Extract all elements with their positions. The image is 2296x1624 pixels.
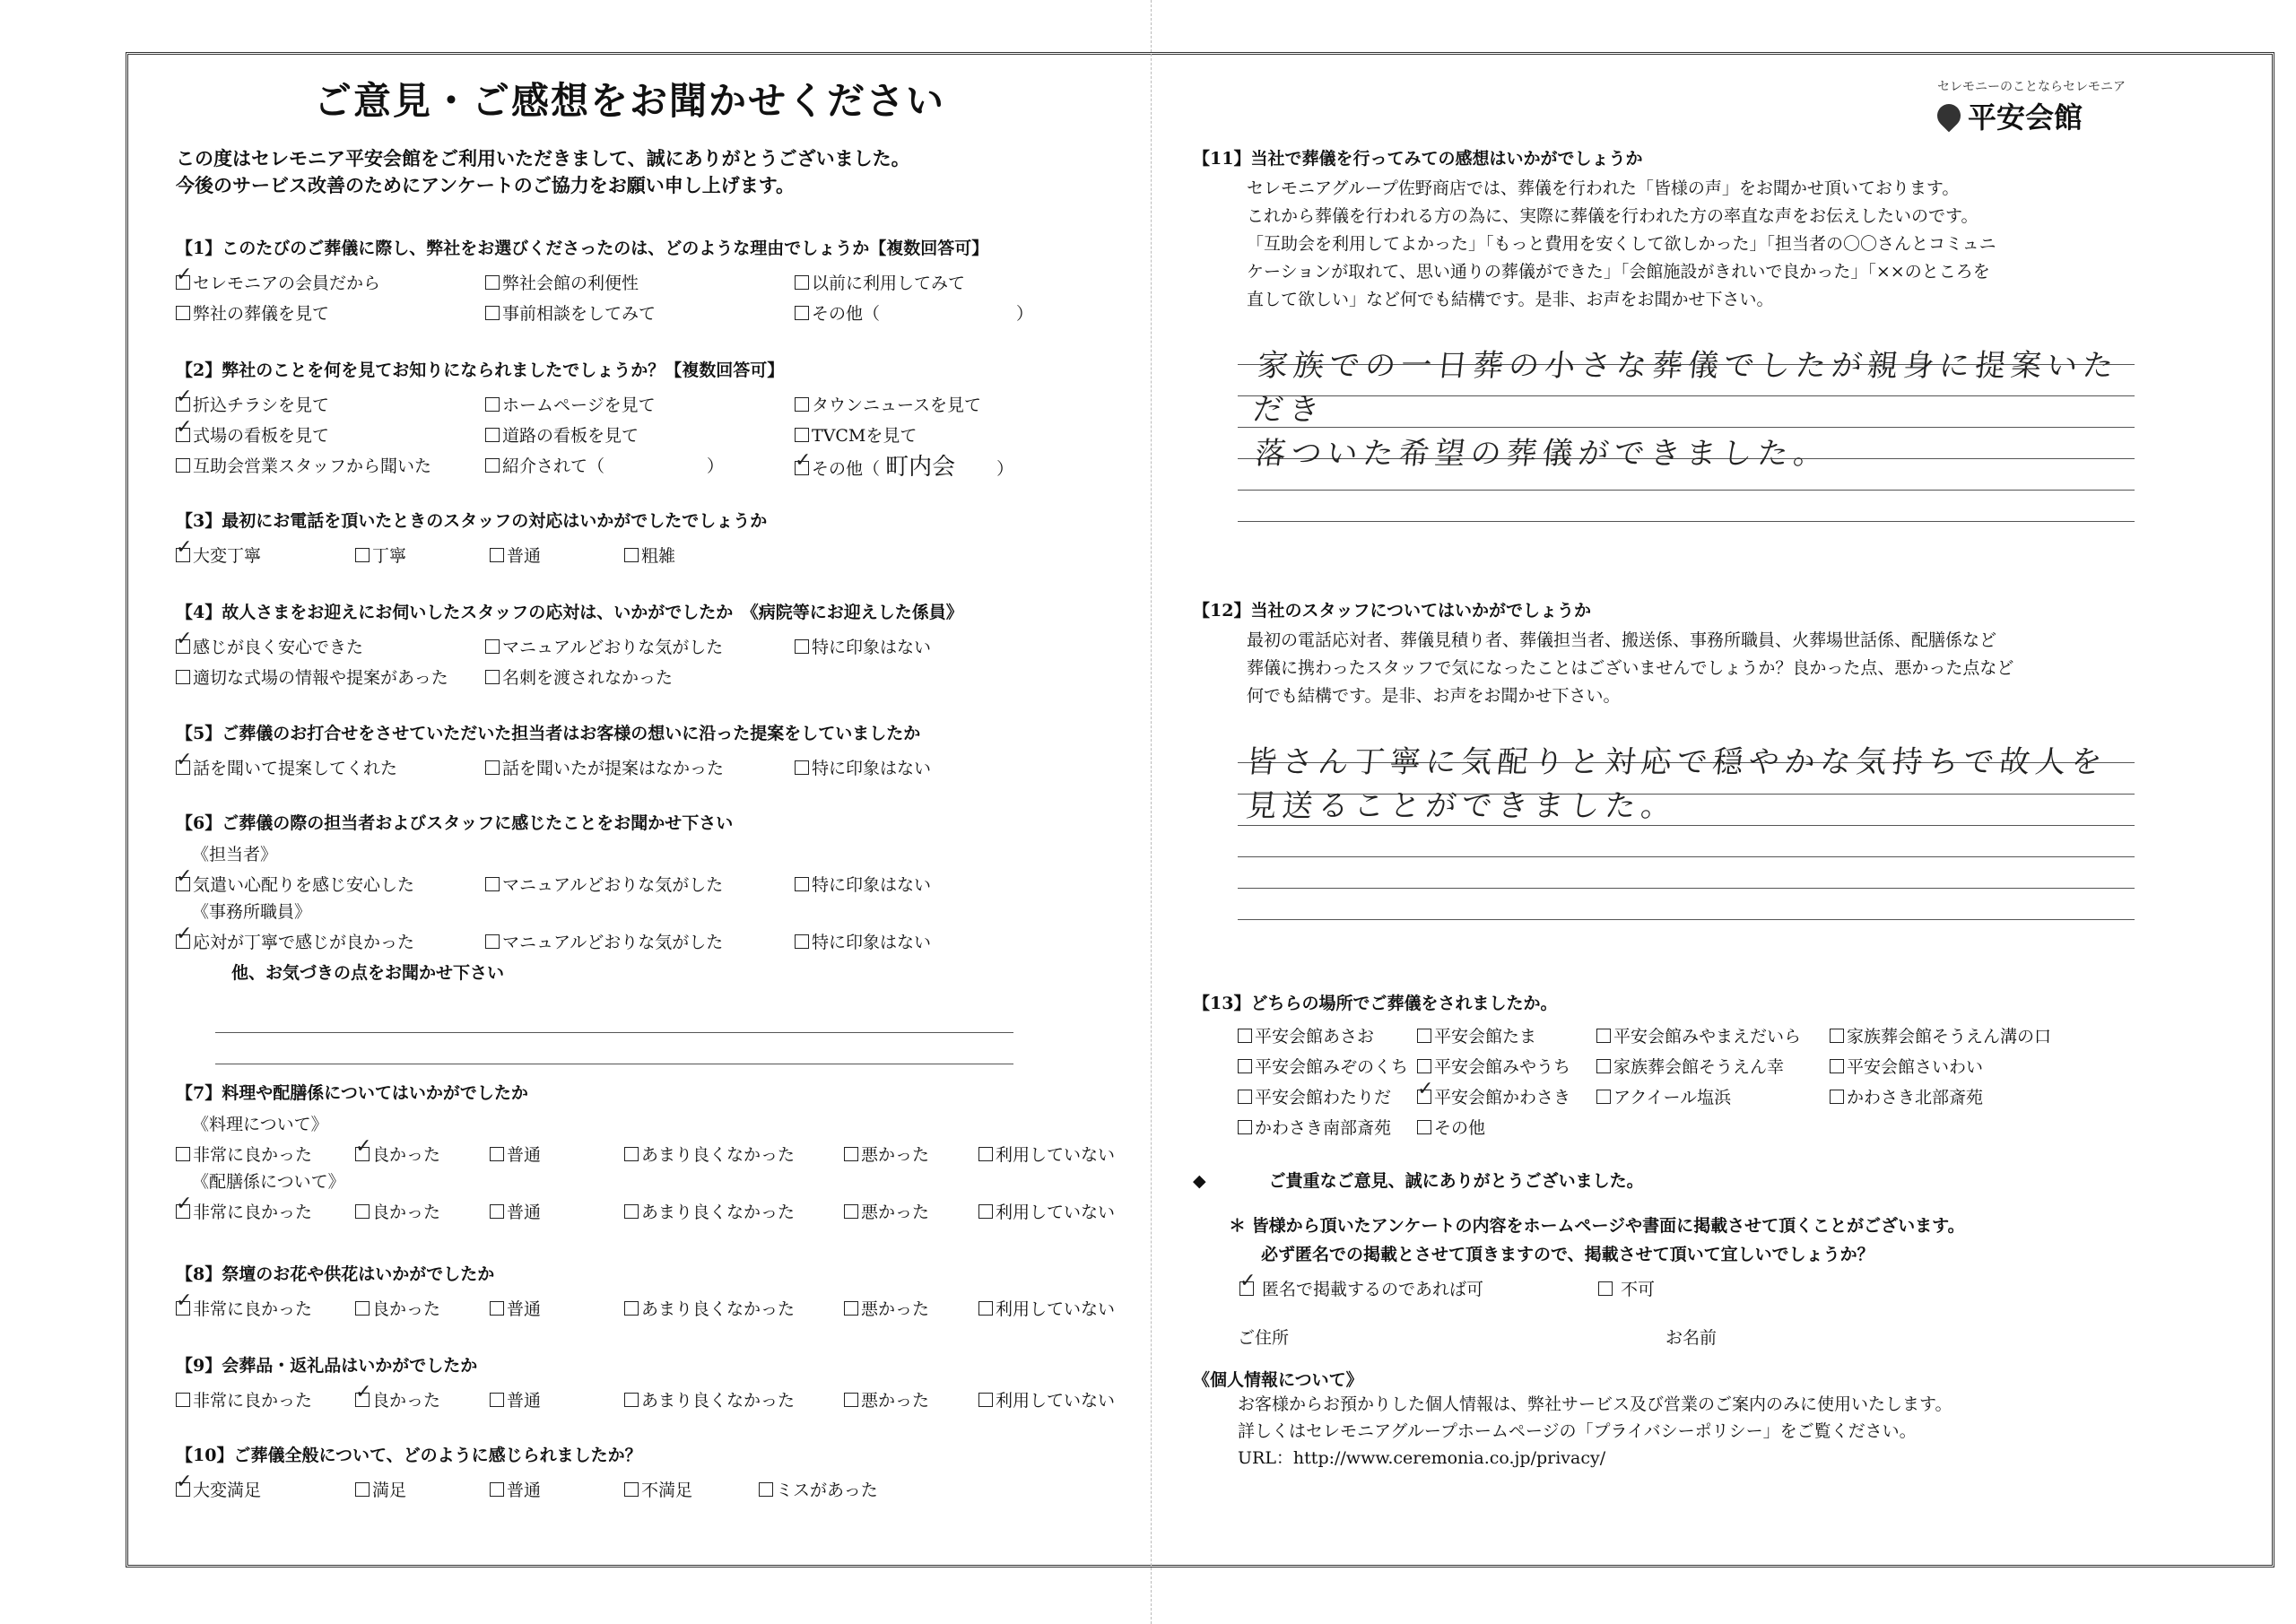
q1-option-saw-funeral[interactable]: 弊社の葬儀を見て — [176, 300, 485, 325]
consent-yes[interactable]: ✓ 匿名で掲載するのであれば可 — [1239, 1276, 1598, 1300]
q6-office-option-polite[interactable]: ✓応対が丁寧で感じが良かった — [176, 929, 485, 953]
diamond-icon: ◆ — [1193, 1171, 1206, 1191]
q1-option-convenience[interactable]: 弊社会館の利便性 — [485, 270, 795, 294]
q8-not-good[interactable]: あまり良くなかった — [624, 1296, 844, 1320]
q13-wataruda[interactable]: 平安会館わたりだ — [1238, 1084, 1417, 1108]
question-13: 【13】どちらの場所でご葬儀をされましたか。 平安会館あさお 平安会館たま 平安会館みやまえだいら 家族葬会館そうえん溝の口 平安会館みぞのくち 平安会館みやうち 家族葬会館そうえん幸 平安会館さいわい 平安会館わたりだ ✓ 平安会館かわさき アクイール塩浜 かわさき北部斎苑 かわさき南部斎苑 その他 — [1193, 990, 2126, 1142]
q7-food-not-used[interactable]: 利用していない — [978, 1142, 1158, 1166]
q10-mistake[interactable]: ミスがあった — [759, 1477, 938, 1501]
q12-description: 最初の電話応対者、葬儀見積り者、葬儀担当者、搬送係、事務所職員、火葬場世話係、配膳係など 葬儀に携わったスタッフで気になったことはございませんでしょうか？良かった点、悪かった点など 何でも結構です。是非、お声をお聞かせ下さい。 — [1247, 630, 2014, 706]
q9-normal[interactable]: 普通 — [490, 1387, 624, 1411]
logo-mark-icon — [1933, 100, 1966, 133]
privacy-url[interactable]: URL：http://www.ceremonia.co.jp/privacy/ — [1238, 1448, 1606, 1468]
question-7: 【7】料理や配膳係についてはいかがでしたか 《料理について》 非常に良かった ✓ 良かった 普通 あまり良くなかった 悪かった 利用していない 《配膳係について》 ✓非常に良かった 良かった 普通 あまり良くなかった 悪かった 利用していない — [176, 1080, 1158, 1226]
q3-option-rude[interactable]: 粗雑 — [624, 543, 759, 567]
q13-mizonokuchi[interactable]: 平安会館みぞのくち — [1238, 1054, 1417, 1078]
q13-kawasaki-north[interactable]: かわさき北部斎苑 — [1830, 1084, 2009, 1108]
q13-asao[interactable]: 平安会館あさお — [1238, 1023, 1417, 1047]
logo-tagline: セレモニーのことならセレモニア — [1937, 80, 2126, 94]
q8-very-good[interactable]: ✓非常に良かった — [176, 1296, 355, 1320]
q8-normal[interactable]: 普通 — [490, 1296, 624, 1320]
q13-saiwai[interactable]: 平安会館さいわい — [1830, 1054, 2009, 1078]
q7-food-good[interactable]: ✓ 良かった — [355, 1142, 490, 1166]
q1-option-other[interactable]: その他（ ） — [795, 300, 1104, 325]
question-11: 【11】当社で葬儀を行ってみての感想はいかがでしょうか セレモニアグループ佐野商店では、葬儀を行われた「皆様の声」をお聞かせ頂いております。 これから葬儀を行われる方の為に、実際に葬儀を行われた方の率直な声をお伝えしたいのです。 「互助会を利用してよかった」「もっと費用を安くして欲しかった」「担当者の〇〇さんとコミュニ ケーションが取れて、思い通りの葬儀ができた」「会館施設がきれいで良かった」「××のところを 直して欲しい」など何でも結構です。是非、お声をお聞かせ下さい。 家族での一日葬の小さな葬儀でしたが親身に提案いただき 落ついた希望の葬儀ができました。 — [1193, 145, 2126, 314]
question-10: 【10】ご葬儀全般について、どのように感じられましたか？ ✓大変満足 満足 普通 不満足 ミスがあった — [176, 1442, 938, 1504]
q7-food-not-good[interactable]: あまり良くなかった — [624, 1142, 844, 1166]
q10-unsatisfied[interactable]: 不満足 — [624, 1477, 759, 1501]
q8-not-used[interactable]: 利用していない — [978, 1296, 1158, 1320]
q2-option-townnews[interactable]: タウンニュースを見て — [795, 392, 1104, 416]
q6-comment-lines[interactable] — [215, 1002, 1013, 1064]
q7-food-very-good[interactable]: 非常に良かった — [176, 1142, 355, 1166]
q8-bad[interactable]: 悪かった — [844, 1296, 978, 1320]
q6-staff-option-relieved[interactable]: ✓気遣い心配りを感じ安心した — [176, 872, 485, 896]
q13-miyamaedaira[interactable]: 平安会館みやまえだいら — [1596, 1023, 1830, 1047]
q4-option-manual[interactable]: マニュアルどおりな気がした — [485, 634, 795, 658]
q2-option-road-sign[interactable]: 道路の看板を見て — [485, 422, 795, 447]
q6-office-option-manual[interactable]: マニュアルどおりな気がした — [485, 929, 795, 953]
q2-option-other[interactable]: ✓ その他（ 町内会 ） — [795, 448, 1104, 482]
q4-option-no-impression[interactable]: 特に印象はない — [795, 634, 1104, 658]
q6-office-option-no-impression[interactable]: 特に印象はない — [795, 929, 1104, 953]
q4-option-good[interactable]: ✓感じが良く安心できた — [176, 634, 485, 658]
page-title: ご意見・ご感想をお聞かせください — [314, 79, 946, 123]
q9-very-good[interactable]: 非常に良かった — [176, 1387, 355, 1411]
q8-good[interactable]: 良かった — [355, 1296, 490, 1320]
intro-text: この度はセレモニア平安会館をご利用いただきまして、誠にありがとうございました。 今後のサービス改善のためにアンケートのご協力をお願い申し上げます。 — [176, 147, 910, 196]
q13-kawasaki-south[interactable]: かわさき南部斎苑 — [1238, 1115, 1417, 1139]
q7-server-bad[interactable]: 悪かった — [844, 1199, 978, 1223]
q7-server-not-good[interactable]: あまり良くなかった — [624, 1199, 844, 1223]
q10-very-satisfied[interactable]: ✓大変満足 — [176, 1477, 355, 1501]
company-logo — [1937, 77, 2126, 136]
q11-description: セレモニアグループ佐野商店では、葬儀を行われた「皆様の声」をお聞かせ頂いております。 これから葬儀を行われる方の為に、実際に葬儀を行われた方の率直な声をお伝えしたいのです。 「互助会を利用してよかった」「もっと費用を安くして欲しかった」「担当者の〇〇さんとコミュニ ケーションが取れて、思い通りの葬儀ができた」「会館施設がきれいで良かった」「××のところを 直して欲しい」など何でも結構です。是非、お声をお聞かせ下さい。 — [1247, 178, 1996, 309]
consent-no[interactable]: 不可 — [1598, 1276, 1908, 1300]
q9-bad[interactable]: 悪かった — [844, 1387, 978, 1411]
q13-tama[interactable]: 平安会館たま — [1417, 1023, 1596, 1047]
q9-good[interactable]: ✓ 良かった — [355, 1387, 490, 1411]
q1-option-member[interactable]: ✓セレモニアの会員だから — [176, 270, 485, 294]
q10-normal[interactable]: 普通 — [490, 1477, 624, 1501]
q12-handwritten-answer: 皆さん丁寧に気配りと対応で穏やかな気持ちで故人を 見送ることができました。 — [1244, 744, 2109, 824]
consent-section: ◆ ご貴重なご意見、誠にありがとうございました。 ＊ 皆様から頂いたアンケートの内容をホームページや書面に掲載させて頂くことがございます。 必ず匿名での掲載とさせて頂きますので、掲載させて頂いて宜しいでしょうか？ ✓ 匿名で掲載するのであれば可 不可 ご住所 お名前 《個人情報について》 お客様からお預かりした個人情報は、弊社サービス及び営業のご案内のみに使用いたします。 詳しくはセレモニアグループホームページの「プライバシーポリシー」をご覧ください。 URL：http://www.ceremonia.co.jp/privacy/ — [1193, 1168, 2126, 1472]
asterisk-icon: ＊ — [1229, 1216, 1247, 1236]
q7-food-bad[interactable]: 悪かった — [844, 1142, 978, 1166]
q7-server-very-good[interactable]: ✓非常に良かった — [176, 1199, 355, 1223]
privacy-section: 《個人情報について》 お客様からお預かりした個人情報は、弊社サービス及び営業のご案内のみに使用いたします。 詳しくはセレモニアグループホームページの「プライバシーポリシー」をご覧ください。 URL：http://www.ceremonia.co.jp/privacy/ — [1193, 1367, 2126, 1472]
q10-satisfied[interactable]: 満足 — [355, 1477, 490, 1501]
q1-option-previous[interactable]: 以前に利用してみて — [795, 270, 1104, 294]
question-5: 【5】ご葬儀のお打合せをさせていただいた担当者はお客様の想いに沿った提案をしていましたか ✓話を聞いて提案してくれた 話を聞いたが提案はなかった 特に印象はない — [176, 720, 1104, 782]
q9-not-good[interactable]: あまり良くなかった — [624, 1387, 844, 1411]
q13-other[interactable]: その他 — [1417, 1115, 1596, 1139]
q13-accueil-shiohama[interactable]: アクイール塩浜 — [1596, 1084, 1830, 1108]
question-8: 【8】祭壇のお花や供花はいかがでしたか ✓非常に良かった 良かった 普通 あまり良くなかった 悪かった 利用していない — [176, 1261, 1158, 1323]
name-label: お名前 — [1665, 1328, 1718, 1348]
question-3: 【3】最初にお電話を頂いたときのスタッフの対応はいかがでしたでしょうか ✓大変丁寧 丁寧 普通 粗雑 — [176, 508, 767, 569]
q5-option-no-impression[interactable]: 特に印象はない — [795, 755, 1104, 779]
q2-option-homepage[interactable]: ホームページを見て — [485, 392, 795, 416]
q3-option-very-polite[interactable]: ✓大変丁寧 — [176, 543, 355, 567]
q4-option-no-card[interactable]: 名刺を渡されなかった — [485, 664, 795, 689]
q3-option-normal[interactable]: 普通 — [490, 543, 624, 567]
q11-handwritten-answer: 家族での一日葬の小さな葬儀でしたが親身に提案いただき 落ついた希望の葬儀ができました。 — [1250, 348, 2121, 472]
q5-option-proposed[interactable]: ✓話を聞いて提案してくれた — [176, 755, 485, 779]
q7-server-not-used[interactable]: 利用していない — [978, 1199, 1158, 1223]
q3-option-polite[interactable]: 丁寧 — [355, 543, 490, 567]
q9-not-used[interactable]: 利用していない — [978, 1387, 1158, 1411]
q5-option-no-proposal[interactable]: 話を聞いたが提案はなかった — [485, 755, 795, 779]
question-12: 【12】当社のスタッフについてはいかがでしょうか 最初の電話応対者、葬儀見積り者、葬儀担当者、搬送係、事務所職員、火葬場世話係、配膳係など 葬儀に携わったスタッフで気になったことはございませんでしょうか？良かった点、悪かった点など 何でも結構です。是非、お声をお聞かせ下さい。 皆さん丁寧に気配りと対応で穏やかな気持ちで故人を 見送ることができました。 — [1193, 597, 2126, 710]
q13-kawasaki[interactable]: ✓ 平安会館かわさき — [1417, 1084, 1596, 1108]
q2-option-staff[interactable]: 互助会営業スタッフから聞いた — [176, 453, 485, 477]
question-2: 【2】弊社のことを何を見てお知りになられましたでしょうか？【複数回答可】 ✓折込チラシを見て ホームページを見て タウンニュースを見て ✓式場の看板を見て 道路の看板を見て TVCMを見て 互助会営業スタッフから聞いた 紹介されて（ ） ✓ その他（ 町内会 ） — [176, 357, 1104, 480]
q7-food-normal[interactable]: 普通 — [490, 1142, 624, 1166]
q7-server-normal[interactable]: 普通 — [490, 1199, 624, 1223]
q6-staff-option-no-impression[interactable]: 特に印象はない — [795, 872, 1104, 896]
q2-option-referral[interactable]: 紹介されて（ ） — [485, 453, 795, 477]
question-9: 【9】会葬品・返礼品はいかがでしたか 非常に良かった ✓ 良かった 普通 あまり良くなかった 悪かった 利用していない — [176, 1352, 1158, 1414]
address-label: ご住所 — [1238, 1328, 1290, 1348]
q7-server-good[interactable]: 良かった — [355, 1199, 490, 1223]
q2-option-flyer[interactable]: ✓折込チラシを見て — [176, 392, 485, 416]
logo-name: 平安会館 — [1968, 100, 2083, 135]
q13-souen-saiwai[interactable]: 家族葬会館そうえん幸 — [1596, 1054, 1830, 1078]
q4-option-info[interactable]: 適切な式場の情報や提案があった — [176, 664, 485, 689]
question-6: 【6】ご葬儀の際の担当者およびスタッフに感じたことをお聞かせ下さい 《担当者》 ✓気遣い心配りを感じ安心した マニュアルどおりな気がした 特に印象はない 《事務所職員》 ✓応対が丁寧で感じが良かった マニュアルどおりな気がした 特に印象はない 他、お気づきの点をお聞かせ下さい — [176, 810, 1104, 984]
question-1: 【1】このたびのご葬儀に際し、弊社をお選びくださったのは、どのような理由でしょうか【複数回答可】 ✓セレモニアの会員だから 弊社会館の利便性 以前に利用してみて 弊社の葬儀を見て 事前相談をしてみて その他（ ） — [176, 235, 1104, 327]
question-4: 【4】故人さまをお迎えにお伺いしたスタッフの応対は、いかがでしたか 《病院等にお迎えした係員》 ✓感じが良く安心できた マニュアルどおりな気がした 特に印象はない 適切な式場の情報や提案があった 名刺を渡されなかった — [176, 599, 1104, 691]
q2-option-tvcm[interactable]: TVCMを見て — [795, 422, 1104, 447]
q2-other-handwritten: 町内会 — [885, 453, 956, 481]
q13-souen-mizonokuchi[interactable]: 家族葬会館そうえん溝の口 — [1830, 1023, 2009, 1047]
q6-staff-option-manual[interactable]: マニュアルどおりな気がした — [485, 872, 795, 896]
q2-option-hall-sign[interactable]: ✓式場の看板を見て — [176, 422, 485, 447]
checkbox-checked[interactable] — [176, 275, 190, 290]
q1-option-consultation[interactable]: 事前相談をしてみて — [485, 300, 795, 325]
q13-miyauchi[interactable]: 平安会館みやうち — [1417, 1054, 1596, 1078]
